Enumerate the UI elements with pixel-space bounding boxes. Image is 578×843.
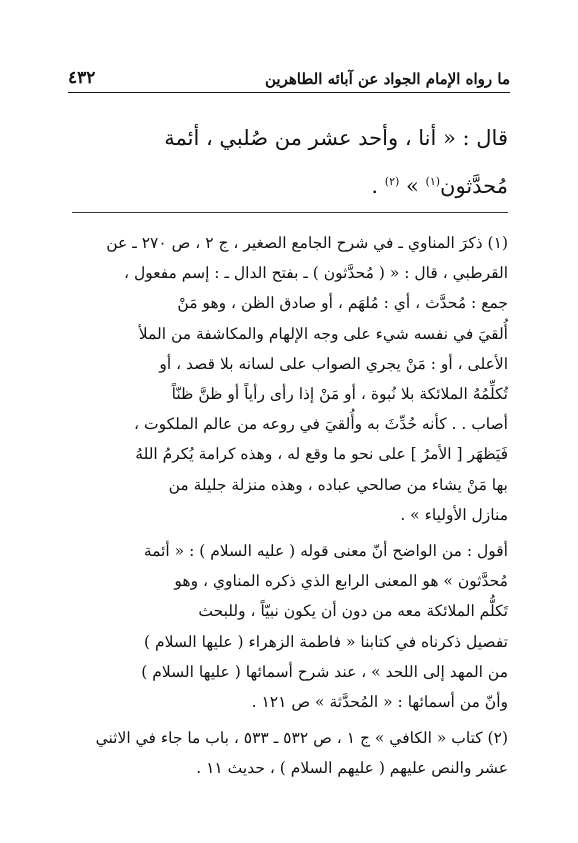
comment-line: مُحدَّثون » هو المعنى الرابع الذي ذكره المناوي ، وهو <box>174 572 508 591</box>
main-text <box>72 116 508 208</box>
header-rule <box>68 92 510 93</box>
comment-line: وأنّ من أسمائها : « المُحدَّثة » ص ١٢١ . <box>251 693 508 712</box>
footnotes <box>70 228 508 784</box>
main-line-2: مُحدَّثون$^{(١)}$ » $^{(٢)}$ . <box>371 174 508 198</box>
footnote-ref-1[interactable]: (١) <box>425 175 441 188</box>
comment-line: من المهد إلى اللحد » ، عند شرح أسمائها ( عليها السلام ) <box>141 662 508 681</box>
comment-line: أقول : من الواضح أنّ معنى قوله ( عليه السلام ) : « أئمة <box>143 542 508 561</box>
footnote-line: (١) ذكرَ المناوي ـ في شرح الجامع الصغير ، ج ٢ ، ص ٢٧٠ ـ عن <box>106 234 508 252</box>
footnote-line: عشر والنص عليهم ( عليهم السلام ) ، حديث ١١ . <box>196 759 508 778</box>
author-comment <box>70 536 508 717</box>
footnote-separator <box>72 212 508 213</box>
footnote-line: فَيَظهَر [ الأمرُ ] على نحو ما وقع له ، وهذه كرامة يُكرمُ اللهُ <box>135 445 508 464</box>
footnote-1 <box>70 228 508 530</box>
running-header <box>68 62 510 88</box>
main-line-1: قال : « أنا ، وأحد عشر من صُلبي ، أئمة <box>164 126 508 150</box>
footnote-line: منازل الأولياء » . <box>400 505 508 524</box>
footnote-line: الأعلى ، أو : مَنْ يجري الصواب على لسانه بلا قصد ، أو <box>159 354 508 373</box>
running-title: ما رواه الإمام الجواد عن آبائه الطاهرين <box>265 70 510 88</box>
footnote-line: القرطبي ، قال : « ( مُحدَّثون ) ـ بفتح الدال ـ : إسم مفعول ، <box>124 264 508 283</box>
page-number: ٤٣٢ <box>68 68 96 88</box>
comment-line: تَكلُّم الملائكة معه من دون أن يكون نبيّاً ، وللبحث <box>198 602 508 621</box>
footnote-line: (٢) كتاب « الكافي » ج ١ ، ص ٥٣٢ ـ ٥٣٣ ، باب ما جاء في الاثني <box>95 729 508 748</box>
footnote-line: جمع : مُحدَّث ، أي : مُلهَم ، أو صادق الظن ، وهو مَنْ <box>177 294 508 313</box>
footnote-line: أُلقيَ في نفسه شيء على وجه الإلهام والمكاشفة من الملأ <box>138 324 508 343</box>
footnote-line: أصاب . . كأنه حُدِّثَ به وأُلقيَ في روعه من عالم الملكوت ، <box>134 415 508 434</box>
footnote-line: بها مَنْ يشاء من صالحي عباده ، وهذه منزلة جليلة من <box>168 475 508 494</box>
footnote-line: تُكلِّمُهُ الملائكة بلا نُبوة ، أو مَنْ إذا رأى رأياً أو ظنَّ ظنّاً <box>171 385 508 404</box>
footnote-ref-2[interactable]: (٢) <box>384 175 400 188</box>
footnote-2 <box>70 723 508 783</box>
comment-line: تفصيل ذكرناه في كتابنا « فاطمة الزهراء ( عليها السلام ) <box>144 632 508 651</box>
